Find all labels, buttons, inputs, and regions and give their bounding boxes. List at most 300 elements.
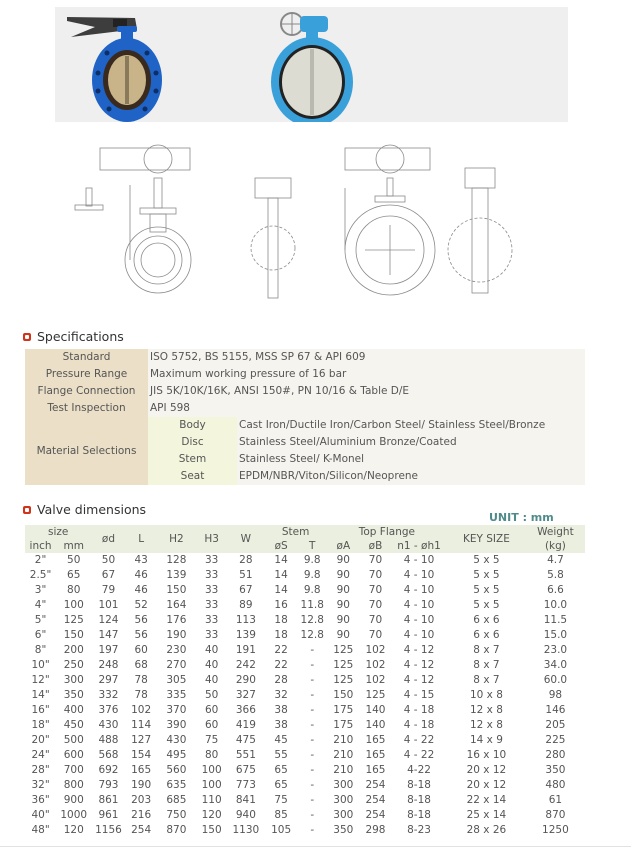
table-cell: 500 — [63, 734, 84, 746]
col-n1: n1 - øh1 — [391, 539, 447, 553]
technical-drawings-svg — [60, 130, 560, 310]
col-size: size — [25, 525, 91, 539]
dimensions-body — [25, 553, 585, 838]
table-cell: 495 — [166, 749, 187, 761]
table-cell: 4 - 18 — [403, 704, 435, 716]
table-cell: 254 — [365, 794, 386, 806]
col-l: L — [126, 525, 157, 553]
table-cell: 114 — [131, 719, 152, 731]
table-cell: 4 - 10 — [403, 554, 435, 566]
table-cell: 1156 — [95, 824, 122, 836]
col-stem: Stem — [265, 525, 327, 539]
table-cell: 89 — [239, 599, 253, 611]
table-cell: 40" — [31, 809, 50, 821]
table-cell: 28 — [239, 554, 253, 566]
table-cell: 305 — [166, 674, 187, 686]
material-label: Material Selections — [25, 417, 148, 485]
spec-value: Maximum working pressure of 16 bar — [148, 366, 585, 383]
table-cell: 102 — [365, 674, 386, 686]
material-part: Disc — [148, 434, 237, 451]
table-cell: - — [310, 749, 315, 761]
table-row — [25, 688, 585, 703]
table-cell: 80 — [204, 749, 219, 761]
table-cell: 350 — [333, 824, 354, 836]
spec-value: JIS 5K/10K/16K, ANSI 150#, PN 10/16 & Table D/E — [148, 383, 585, 400]
table-cell: 203 — [131, 794, 152, 806]
weight-label: Weight — [537, 526, 574, 538]
col-os: øS — [265, 539, 298, 553]
table-cell: 33 — [204, 554, 219, 566]
table-row — [25, 583, 585, 598]
table-cell: 56 — [134, 614, 148, 626]
table-cell: 61 — [548, 794, 563, 806]
table-cell: 197 — [98, 644, 119, 656]
table-cell: 9.8 — [303, 584, 321, 596]
table-cell: 870 — [545, 809, 566, 821]
table-cell: 8 x 7 — [473, 659, 500, 671]
table-cell: 6 x 6 — [473, 629, 500, 641]
col-weight — [526, 525, 585, 553]
table-cell: 70 — [368, 569, 383, 581]
table-cell: - — [310, 824, 315, 836]
table-cell: 22 — [274, 659, 288, 671]
table-cell: 18 — [274, 629, 288, 641]
table-cell: 12.8 — [300, 614, 324, 626]
table-cell: 125 — [333, 674, 354, 686]
table-cell: 16 x 10 — [466, 749, 507, 761]
specifications-heading — [23, 329, 124, 344]
table-cell: 150 — [166, 584, 187, 596]
table-cell: 4" — [34, 599, 47, 611]
table-cell: 10" — [31, 659, 50, 671]
table-cell: 20 x 12 — [466, 779, 507, 791]
col-h2: H2 — [157, 525, 196, 553]
table-cell: 12 x 8 — [469, 719, 503, 731]
specifications-title: Specifications — [37, 329, 124, 344]
table-cell: 101 — [98, 599, 119, 611]
table-cell: 12.8 — [300, 629, 324, 641]
table-cell: 190 — [166, 629, 187, 641]
table-cell: 335 — [166, 689, 187, 701]
table-cell: 793 — [98, 779, 119, 791]
table-cell: 8-18 — [407, 809, 431, 821]
table-cell: 165 — [365, 749, 386, 761]
table-row — [25, 568, 585, 583]
material-part: Stem — [148, 451, 237, 468]
table-cell: 1000 — [60, 809, 88, 821]
table-cell: 8-18 — [407, 794, 431, 806]
table-cell: 14 — [274, 569, 288, 581]
table-row — [25, 613, 585, 628]
table-cell: 350 — [63, 689, 84, 701]
table-cell: 102 — [131, 704, 152, 716]
col-w: W — [227, 525, 264, 553]
table-cell: 4 - 22 — [403, 749, 435, 761]
table-cell: 78 — [134, 674, 148, 686]
table-cell: 70 — [368, 554, 383, 566]
table-cell: 90 — [336, 629, 350, 641]
table-cell: 125 — [63, 614, 84, 626]
col-top-flange: Top Flange — [327, 525, 447, 539]
table-cell: 22 — [274, 644, 288, 656]
table-row — [25, 823, 585, 838]
table-cell: 40 — [204, 644, 219, 656]
table-cell: 6.6 — [547, 584, 564, 596]
table-cell: 450 — [63, 719, 84, 731]
col-h3: H3 — [196, 525, 227, 553]
table-cell: 113 — [235, 614, 256, 626]
table-cell: 139 — [166, 569, 187, 581]
specifications-table — [25, 349, 585, 485]
table-row — [25, 628, 585, 643]
table-cell: 8-18 — [407, 779, 431, 791]
table-cell: 127 — [131, 734, 152, 746]
table-cell: 961 — [98, 809, 119, 821]
table-cell: 568 — [98, 749, 119, 761]
table-cell: 480 — [545, 779, 566, 791]
col-oa: øA — [327, 539, 360, 553]
table-cell: 24" — [31, 749, 50, 761]
table-cell: 4-22 — [407, 764, 431, 776]
table-cell: 14 — [274, 584, 288, 596]
table-cell: 675 — [235, 764, 256, 776]
table-cell: 34.0 — [543, 659, 568, 671]
table-cell: 28" — [31, 764, 50, 776]
table-cell: 100 — [63, 599, 84, 611]
spec-value: ISO 5752, BS 5155, MSS SP 67 & API 609 — [148, 349, 585, 366]
table-cell: 38 — [274, 704, 288, 716]
table-cell: 300 — [63, 674, 84, 686]
table-row — [25, 553, 585, 568]
table-cell: - — [310, 674, 315, 686]
table-cell: 750 — [166, 809, 187, 821]
table-cell: 230 — [166, 644, 187, 656]
table-cell: 110 — [201, 794, 222, 806]
bottom-divider — [0, 846, 631, 847]
table-cell: 11.8 — [300, 599, 324, 611]
table-cell: 150 — [63, 629, 84, 641]
table-cell: 300 — [333, 809, 354, 821]
table-cell: 15.0 — [543, 629, 568, 641]
table-cell: 32" — [31, 779, 50, 791]
table-cell: 79 — [101, 584, 116, 596]
table-row — [25, 673, 585, 688]
product-photo-banner — [55, 7, 568, 122]
table-cell: 18 — [274, 614, 288, 626]
spec-label: Pressure Range — [25, 366, 148, 383]
table-cell: 300 — [333, 794, 354, 806]
table-cell: - — [310, 659, 315, 671]
col-inch: inch — [25, 539, 56, 553]
table-cell: 11.5 — [543, 614, 568, 626]
table-cell: 16 — [274, 599, 288, 611]
valve-dimensions-title: Valve dimensions — [37, 502, 147, 517]
table-cell: - — [310, 809, 315, 821]
table-cell: 20" — [31, 734, 50, 746]
table-cell: 56 — [134, 629, 148, 641]
table-cell: 475 — [235, 734, 256, 746]
table-cell: - — [310, 689, 315, 701]
table-cell: 327 — [235, 689, 256, 701]
material-value: Stainless Steel/ K-Monel — [237, 451, 585, 468]
table-cell: 100 — [201, 764, 222, 776]
table-cell: 390 — [166, 719, 187, 731]
table-cell: 191 — [235, 644, 256, 656]
technical-drawings — [60, 130, 560, 310]
table-cell: 40 — [204, 674, 219, 686]
table-cell: 254 — [365, 779, 386, 791]
table-cell: 205 — [545, 719, 566, 731]
table-cell: 10 x 8 — [469, 689, 503, 701]
table-cell: 300 — [333, 779, 354, 791]
product-photos — [55, 7, 568, 122]
table-cell: 800 — [63, 779, 84, 791]
table-cell: 210 — [333, 734, 354, 746]
table-cell: 33 — [204, 599, 219, 611]
table-cell: - — [310, 794, 315, 806]
table-cell: 14 — [274, 554, 288, 566]
table-cell: 488 — [98, 734, 119, 746]
table-cell: 50 — [67, 554, 81, 566]
valve-dimensions-table — [25, 525, 585, 838]
valve-dimensions-heading — [23, 502, 146, 517]
table-cell: 65 — [67, 569, 81, 581]
table-cell: 4 - 10 — [403, 629, 435, 641]
material-row — [25, 417, 585, 434]
table-cell: 98 — [548, 689, 563, 701]
table-cell: 165 — [131, 764, 152, 776]
table-cell: 270 — [166, 659, 187, 671]
table-cell: 90 — [336, 599, 350, 611]
gear-valve-photo — [271, 13, 353, 122]
table-cell: 635 — [166, 779, 187, 791]
table-cell: 5 x 5 — [473, 569, 500, 581]
table-cell: 125 — [333, 659, 354, 671]
table-cell: 18" — [31, 719, 50, 731]
table-cell: 692 — [98, 764, 119, 776]
table-row — [25, 733, 585, 748]
material-value: EPDM/NBR/Viton/Silicon/Neoprene — [237, 468, 585, 485]
table-row — [25, 778, 585, 793]
table-cell: 4 - 12 — [403, 644, 435, 656]
table-cell: 25 x 14 — [466, 809, 507, 821]
table-cell: 4 - 12 — [403, 659, 435, 671]
table-cell: 12" — [31, 674, 50, 686]
table-cell: 700 — [63, 764, 84, 776]
table-cell: 48" — [31, 824, 50, 836]
table-row — [25, 598, 585, 613]
table-cell: 85 — [274, 809, 288, 821]
table-cell: 400 — [63, 704, 84, 716]
spec-row — [25, 366, 585, 383]
table-cell: 332 — [98, 689, 119, 701]
table-cell: 60 — [204, 719, 219, 731]
table-cell: 5" — [34, 614, 47, 626]
spec-label: Test Inspection — [25, 400, 148, 417]
table-cell: 70 — [368, 599, 383, 611]
table-cell: 4 - 22 — [403, 734, 435, 746]
table-cell: 80 — [67, 584, 81, 596]
col-key-size: KEY SIZE — [447, 525, 526, 553]
table-cell: 297 — [98, 674, 119, 686]
table-cell: 140 — [365, 719, 386, 731]
table-cell: 2" — [34, 554, 47, 566]
table-cell: 23.0 — [543, 644, 568, 656]
table-cell: 8 x 7 — [473, 644, 500, 656]
table-cell: 250 — [63, 659, 84, 671]
table-cell: 68 — [134, 659, 148, 671]
table-cell: 4 - 10 — [403, 584, 435, 596]
table-cell: 841 — [235, 794, 256, 806]
table-cell: - — [310, 719, 315, 731]
table-cell: 176 — [166, 614, 187, 626]
spec-label: Standard — [25, 349, 148, 366]
material-value: Stainless Steel/Aluminium Bronze/Coated — [237, 434, 585, 451]
table-cell: 102 — [365, 659, 386, 671]
table-cell: 90 — [336, 569, 350, 581]
material-part: Body — [148, 417, 237, 434]
table-cell: 1250 — [542, 824, 569, 836]
table-cell: 4 - 10 — [403, 569, 435, 581]
table-cell: 12 x 8 — [469, 704, 503, 716]
table-cell: 70 — [368, 584, 383, 596]
table-cell: 70 — [368, 614, 383, 626]
table-cell: - — [310, 644, 315, 656]
table-cell: 210 — [333, 764, 354, 776]
table-cell: 5.8 — [547, 569, 564, 581]
table-cell: 90 — [336, 614, 350, 626]
gear-valve-drawing — [345, 145, 512, 295]
col-ob: øB — [360, 539, 391, 553]
table-cell: 150 — [201, 824, 222, 836]
table-cell: 147 — [98, 629, 119, 641]
table-cell: 28 — [274, 674, 288, 686]
col-od: ød — [91, 525, 125, 553]
table-cell: 52 — [134, 599, 148, 611]
table-cell: 9.8 — [303, 554, 321, 566]
table-cell: 16" — [31, 704, 50, 716]
table-cell: 8-23 — [407, 824, 431, 836]
table-cell: 105 — [271, 824, 292, 836]
table-cell: 46 — [134, 569, 148, 581]
table-cell: 60.0 — [543, 674, 568, 686]
table-cell: 150 — [333, 689, 354, 701]
table-cell: 90 — [336, 554, 350, 566]
spec-row — [25, 383, 585, 400]
table-cell: - — [310, 764, 315, 776]
table-row — [25, 658, 585, 673]
table-cell: 940 — [235, 809, 256, 821]
table-cell: 75 — [204, 734, 219, 746]
weight-unit: (kg) — [544, 540, 566, 552]
table-cell: 10.0 — [543, 599, 568, 611]
table-cell: 140 — [365, 704, 386, 716]
table-cell: 38 — [274, 719, 288, 731]
table-cell: 3" — [34, 584, 47, 596]
table-cell: 900 — [63, 794, 84, 806]
table-cell: 20 x 12 — [466, 764, 507, 776]
table-cell: 6 x 6 — [473, 614, 500, 626]
table-cell: 210 — [333, 749, 354, 761]
table-cell: 125 — [333, 644, 354, 656]
table-cell: 248 — [98, 659, 119, 671]
table-cell: 100 — [201, 779, 222, 791]
table-cell: 9.8 — [303, 569, 321, 581]
table-cell: 190 — [131, 779, 152, 791]
table-cell: 2.5" — [29, 569, 52, 581]
table-cell: 33 — [204, 584, 219, 596]
table-cell: 120 — [63, 824, 84, 836]
table-cell: 51 — [239, 569, 253, 581]
table-cell: 1130 — [232, 824, 260, 836]
table-cell: - — [310, 779, 315, 791]
table-cell: 861 — [98, 794, 119, 806]
table-cell: 46 — [134, 584, 148, 596]
table-cell: 225 — [545, 734, 566, 746]
table-cell: 60 — [134, 644, 148, 656]
table-cell: 366 — [235, 704, 256, 716]
col-mm: mm — [56, 539, 91, 553]
table-cell: 280 — [545, 749, 566, 761]
material-value: Cast Iron/Ductile Iron/Carbon Steel/ Stainless Steel/Bronze — [237, 417, 585, 434]
table-cell: 67 — [101, 569, 116, 581]
table-cell: 67 — [239, 584, 253, 596]
table-row — [25, 763, 585, 778]
table-cell: 78 — [134, 689, 148, 701]
spec-row — [25, 400, 585, 417]
table-row — [25, 748, 585, 763]
table-cell: 254 — [131, 824, 152, 836]
table-cell: 870 — [166, 824, 187, 836]
table-cell: 45 — [274, 734, 288, 746]
table-cell: 370 — [166, 704, 187, 716]
table-cell: 32 — [274, 689, 288, 701]
table-cell: 33 — [204, 569, 219, 581]
table-cell: 430 — [166, 734, 187, 746]
table-cell: 4 - 10 — [403, 599, 435, 611]
table-cell: 70 — [368, 629, 383, 641]
table-cell: 28 x 26 — [466, 824, 507, 836]
table-cell: 773 — [235, 779, 256, 791]
unit-label: UNIT : mm — [489, 511, 554, 524]
table-cell: 419 — [235, 719, 256, 731]
table-cell: 125 — [365, 689, 386, 701]
table-cell: 165 — [365, 734, 386, 746]
table-cell: 139 — [235, 629, 256, 641]
table-cell: 5 x 5 — [473, 554, 500, 566]
table-row — [25, 793, 585, 808]
table-cell: 43 — [134, 554, 148, 566]
table-cell: 430 — [98, 719, 119, 731]
table-cell: 60 — [204, 704, 219, 716]
table-cell: 14" — [31, 689, 50, 701]
table-cell: 33 — [204, 629, 219, 641]
table-cell: 4 - 12 — [403, 674, 435, 686]
table-cell: 254 — [365, 809, 386, 821]
table-cell: 600 — [63, 749, 84, 761]
table-cell: 551 — [235, 749, 256, 761]
material-part: Seat — [148, 468, 237, 485]
table-cell: 242 — [235, 659, 256, 671]
spec-value: API 598 — [148, 400, 585, 417]
table-cell: 40 — [204, 659, 219, 671]
table-cell: 146 — [545, 704, 566, 716]
table-cell: 128 — [166, 554, 187, 566]
table-cell: 376 — [98, 704, 119, 716]
table-cell: 164 — [166, 599, 187, 611]
table-cell: 14 x 9 — [469, 734, 503, 746]
table-cell: - — [310, 704, 315, 716]
